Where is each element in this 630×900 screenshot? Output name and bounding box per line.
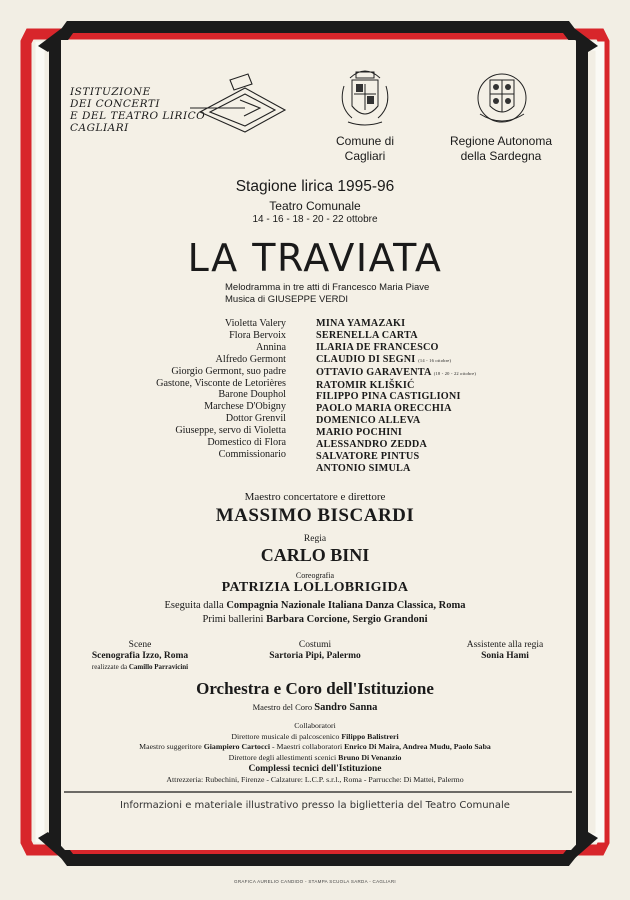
cast-role: Commissionario [218,448,286,460]
dancers-prefix: Primi ballerini [202,614,264,625]
cast-role: Giorgio Germont, suo padre [171,365,286,377]
cast-role: Alfredo Germont [215,353,286,365]
music-line [225,294,429,306]
staging-line [0,753,630,764]
cast-singer-row [316,427,576,439]
season: Stagione lirica 1995-96 [235,178,395,195]
regione-line: Regione Autonoma [449,134,553,148]
regione-line: della Sardegna [460,149,542,163]
cast-role: Gastone, Visconte de Letorières [156,377,286,389]
printer-line: GRAFICA AURELIO CANDIDO - STAMPA SCUOLA SARDA - CAGLIARI [234,879,396,884]
cast-singer: ILARIA DE FRANCESCO [316,341,439,353]
collab-prefix: - Maestri collaboratori [271,742,343,752]
costumes-value: Sartoria Pipi, Palermo [269,651,361,661]
cast-singer-row [316,439,576,451]
assistant-value: Sonia Hami [481,651,529,661]
cast-singer-row [316,342,576,354]
cast-singer-row [316,380,576,392]
choreography-label: Coreografia [295,571,335,580]
cast-singer-row [316,391,576,403]
cast-singer-row [316,463,576,475]
cast-singer: ALESSANDRO ZEDDA [316,439,428,451]
subtitle-block [225,282,429,306]
scene-credit [70,640,210,673]
institution-name [70,86,205,134]
cast-singer: OTTAVIO GARAVENTA [316,366,432,378]
supplies: Attrezzeria: Rubechini, Firenze - Calzature: L.C.P. s.r.l., Roma - Parrucche: Di Mattei, Palermo [166,775,464,785]
institution-line: DEI CONCERTI [70,98,160,110]
cast-role: Barone Douphol [218,389,286,401]
subtitle: Melodramma in tre atti di Francesco Maria Piave [225,282,430,293]
choreographer: PATRIZIA LOLLOBRIGIDA [221,580,409,595]
cast-role: Violetta Valery [224,318,286,329]
stage-music-line [0,732,630,743]
prompter: Giampiero Cartocci [203,742,271,752]
music-prefix: Musica di [225,294,266,305]
comune-line: Comune di [335,134,395,148]
scene-note-prefix: realizzate da [91,663,128,671]
cast-role: Dottor Grenvil [225,413,286,425]
comune-line: Cagliari [344,149,386,163]
chorus-master-prefix: Maestro del Coro [252,702,313,712]
cast-role: Domestico di Flora [207,437,286,449]
cast-singer: RATOMIR KLIŠKIĆ [316,379,415,391]
cast-singer-row [316,354,576,367]
cast-singer-row [316,330,576,342]
institution-line: ISTITUZIONE [70,86,151,98]
cast-note: (14 - 16 ottobre) [418,357,452,363]
assistant-label: Assistente alla regia [466,640,544,650]
company: Compagnia Nazionale Italiana Danza Classica, Roma [226,600,466,611]
scene-label: Scene [128,640,152,650]
cast-roles [60,318,286,461]
orchestra: Orchestra e Coro dell'Istituzione [196,679,434,698]
cast-role: Giuseppe, servo di Violetta [175,425,286,437]
cast-singer-row [316,415,576,427]
cast-role: Marchese D'Obigny [204,401,286,413]
sardegna-crest-icon [470,66,534,130]
cast-singer: ANTONIO SIMULA [316,462,411,474]
prompter-prefix: Maestro suggeritore [139,742,202,752]
scene-note: Camillo Parravicini [128,663,189,671]
prompter-line [0,742,630,753]
opera-title: LA TRAVIATA [187,236,443,280]
regione-label [441,134,561,164]
stage-music: Filippo Balistreri [341,731,399,741]
cast-singers [316,318,576,475]
cast-role: Flora Bervoix [229,329,286,341]
cast-singer: SERENELLA CARTA [316,329,418,341]
collab: Enrico Di Maira, Andrea Mudu, Paolo Saba [344,742,491,752]
scene-value: Scenografia Izzo, Roma [91,651,189,661]
company-prefix: Eseguita dalla [164,600,224,611]
cast-note: (18 - 20 - 22 ottobre) [433,370,477,376]
institution-line: E DEL TEATRO LIRICO [70,110,206,122]
cast-singer: DOMENICO ALLEVA [316,415,421,427]
cast-singer-row [316,318,576,330]
composer: GIUSEPPE VERDI [267,294,349,305]
costumes-label: Costumi [298,640,332,650]
director: CARLO BINI [260,545,370,565]
cast-singer: SALVATORE PINTUS [316,450,420,462]
institution-line: CAGLIARI [70,122,129,134]
staging-prefix: Direttore degli allestimenti scenici [228,752,337,762]
cast-singer: CLAUDIO DI SEGNI [316,353,416,365]
theatre: Teatro Comunale [269,199,361,213]
conductor: MASSIMO BISCARDI [215,505,415,526]
dates: 14 - 16 - 18 - 20 - 22 ottobre [252,214,378,225]
company-line [0,600,630,611]
costumes-credit [245,640,385,662]
director-label: Regia [303,534,327,544]
comune-label [305,134,425,164]
cast-singer-row [316,403,576,415]
chorus-master-line [0,702,630,713]
cast-singer: MARIO POCHINI [316,427,403,439]
institution-logo-icon [190,70,300,140]
info-line: Informazioni e materiale illustrativo presso la biglietteria del Teatro Comunale [120,800,510,811]
dancers-line [0,614,630,625]
collaborators-block [0,721,630,786]
technical-staff: Complessi tecnici dell'Istituzione [248,764,382,775]
cagliari-crest-icon [338,66,392,130]
conductor-label: Maestro concertatore e direttore [244,491,386,503]
dancers: Barbara Corcione, Sergio Grandoni [266,614,428,625]
cast-singer: FILIPPO PINA CASTIGLIONI [316,391,461,403]
cast-singer-row [316,451,576,463]
staging: Bruno Di Venanzio [338,752,402,762]
cast-singer-row [316,367,576,380]
cast-role: Annina [256,341,286,353]
cast-singer: PAOLO MARIA ORECCHIA [316,403,452,415]
cast-singer: MINA YAMAZAKI [316,318,406,329]
stage-music-prefix: Direttore musicale di palcoscenico [231,731,340,741]
assistant-credit [440,640,570,662]
collaborators-label: Collaboratori [294,721,336,730]
chorus-master: Sandro Sanna [314,702,378,713]
